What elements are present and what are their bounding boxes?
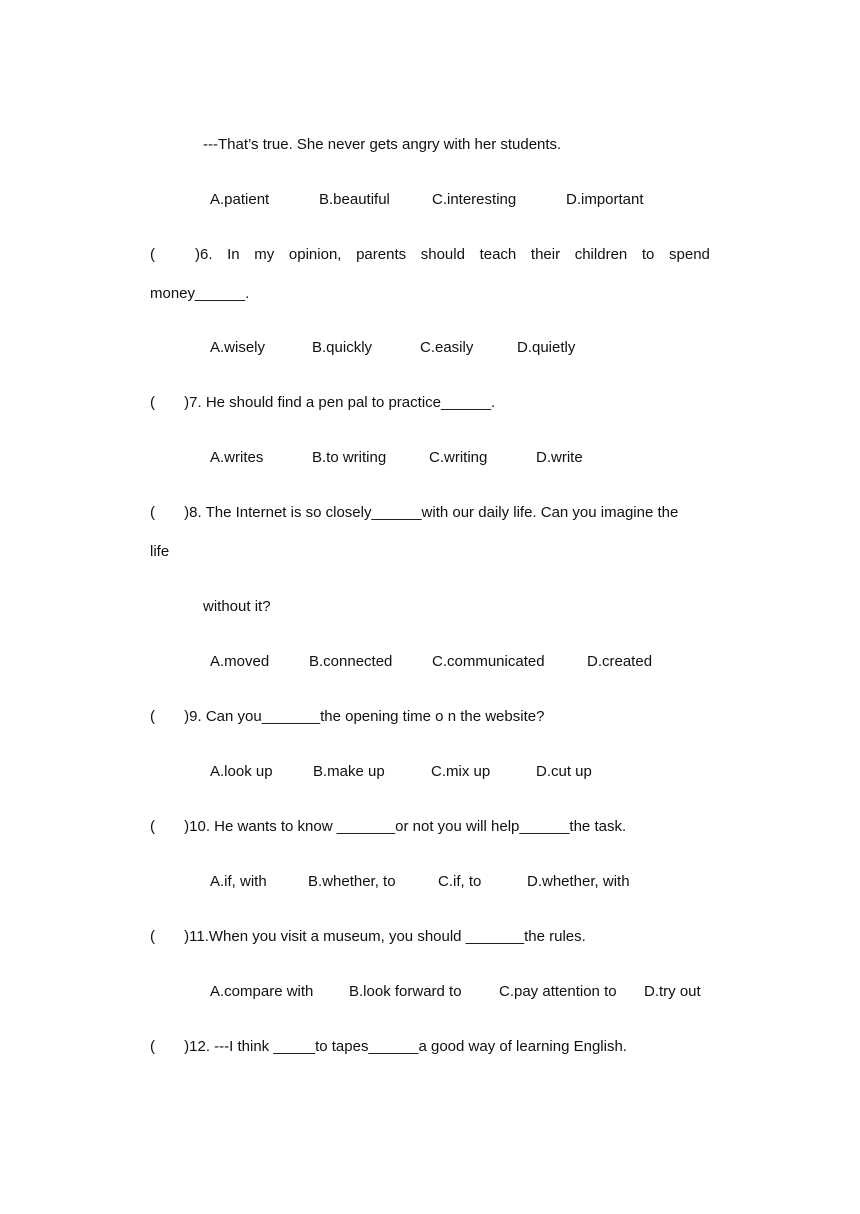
option-b: B.quickly <box>312 339 373 356</box>
question-6-line1: ( )6. In my opinion, parents should teach their children to spend <box>150 246 710 263</box>
option-b: B.make up <box>313 763 385 780</box>
option-c: C.if, to <box>438 873 482 890</box>
option-d: D.write <box>536 449 583 466</box>
option-c: C.writing <box>429 449 488 466</box>
question-8-line3: without it? <box>203 598 271 615</box>
question-8-line2: life <box>150 543 170 560</box>
option-c: C.pay attention to <box>499 983 617 1000</box>
option-b: B.to writing <box>312 449 387 466</box>
option-a: A.if, with <box>210 873 267 890</box>
option-d: D.created <box>587 653 653 670</box>
question-12: ( )12. ---I think _____to tapes______a good way of learning English. <box>150 1038 627 1055</box>
option-a: A.look up <box>210 763 273 780</box>
option-b: B.whether, to <box>308 873 396 890</box>
option-d: D.important <box>566 191 644 208</box>
option-d: D.try out <box>644 983 701 1000</box>
option-b: B.connected <box>309 653 393 670</box>
option-a: A.wisely <box>210 339 266 356</box>
question-9: ( )9. Can you_______the opening time o n the website? <box>150 708 545 725</box>
option-c: C.easily <box>420 339 474 356</box>
option-b: B.beautiful <box>319 191 390 208</box>
option-c: C.interesting <box>432 191 517 208</box>
answer-line: ---That’s true. She never gets angry with her students. <box>203 136 562 153</box>
option-b: B.look forward to <box>349 983 462 1000</box>
option-a: A.moved <box>210 653 270 670</box>
option-c: C.mix up <box>431 763 491 780</box>
question-7: ( )7. He should find a pen pal to practice______. <box>150 394 496 411</box>
option-a: A.compare with <box>210 983 314 1000</box>
question-8-line1: ( )8. The Internet is so closely______with our daily life. Can you imagine the <box>150 504 679 521</box>
question-6-line2: money______. <box>150 285 250 302</box>
question-11: ( )11.When you visit a museum, you should _______the rules. <box>150 928 586 945</box>
option-d: D.cut up <box>536 763 592 780</box>
option-c: C.communicated <box>432 653 545 670</box>
question-10: ( )10. He wants to know _______or not you will help______the task. <box>150 818 627 835</box>
option-d: D.whether, with <box>527 873 630 890</box>
option-a: A.patient <box>210 191 270 208</box>
option-a: A.writes <box>210 449 264 466</box>
option-d: D.quietly <box>517 339 576 356</box>
